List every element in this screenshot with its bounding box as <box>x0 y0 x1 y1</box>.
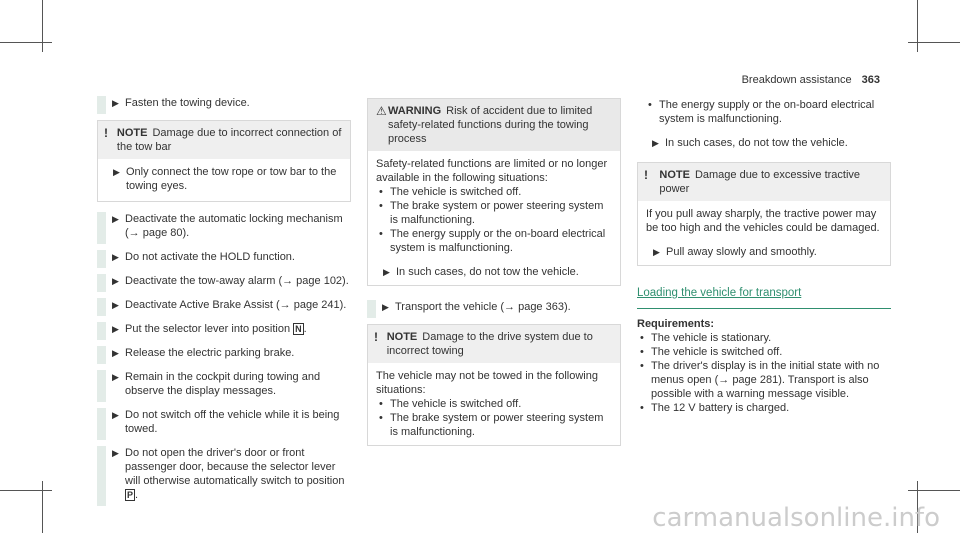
arrow-icon: ▶ <box>112 410 119 420</box>
step-item: ▶ Pull away slowly and smoothly. <box>653 246 817 258</box>
step-item: ▶ Put the selector lever into position N . <box>97 322 351 336</box>
step-item: ▶ Deactivate the automatic locking mechanism (→ page 80). <box>97 212 351 240</box>
gear-position-n-icon: N <box>295 324 302 334</box>
column-1 <box>97 96 351 512</box>
section-heading: Loading the vehicle for transport <box>637 287 802 299</box>
step-item: ▶ In such cases, do not tow the vehicle. <box>652 137 848 149</box>
crop-mark <box>42 0 43 52</box>
arrow-icon: ▶ <box>652 138 659 148</box>
step-item: ▶ Deactivate the tow-away alarm (→ page 102). <box>97 274 351 288</box>
header-title: Breakdown assistance <box>741 74 852 86</box>
arrow-icon: ▶ <box>112 372 119 382</box>
gear-position-p-icon: P <box>127 490 134 500</box>
crop-mark <box>0 42 52 43</box>
requirements-label: Requirements: <box>637 318 715 330</box>
arrow-icon: ▶ <box>113 167 120 177</box>
crop-mark <box>0 490 52 491</box>
step-item: ▶ Deactivate Active Brake Assist (→ page 241). <box>97 298 351 312</box>
note-box: ! NOTE Damage due to incorrect connection of the tow bar ▶ Only connect the tow rope or tow bar to the towing eyes. <box>97 120 351 202</box>
arrow-icon: ▶ <box>112 300 119 310</box>
arrow-icon: ▶ <box>653 247 660 257</box>
arrow-icon: ▶ <box>112 324 119 334</box>
bullet-list: • The energy supply or the on-board electrical system is malfunctioning. <box>645 98 891 126</box>
note-box: ! NOTE Damage to the drive system due to incorrect towing The vehicle may not be towed in the following situations: • The vehicle is switched off. • The brake system or power steering system is malfunctioning. <box>367 324 621 446</box>
bullet-list: • The vehicle is switched off. • The brake system or power steering system is malfunctioning. • The energy supply or the on-board electrical system is malfunctioning. <box>376 185 612 255</box>
step-item: ▶ Only connect the tow rope or tow bar to the towing eyes. <box>113 166 337 192</box>
requirements-list: • The vehicle is stationary. • The vehicle is switched off. • The driver's display is in the initial state with no menus open (→ page 281). Transport is also possible with a warning message visible. • The 12 V battery is charged. <box>637 331 891 415</box>
step-item: ▶ Release the electric parking brake. <box>97 346 351 360</box>
exclamation-icon: ! <box>104 126 108 140</box>
note-box: ! NOTE Damage due to excessive tractive power If you pull away sharply, the tractive power may be too high and the vehicles could be damaged. ▶ Pull away slowly and smoothly. <box>637 162 891 266</box>
page-header <box>742 73 880 87</box>
step-item: ▶ Remain in the cockpit during towing and observe the display messages. <box>97 370 351 398</box>
crop-mark <box>42 481 43 533</box>
arrow-icon: ▶ <box>112 214 119 224</box>
exclamation-icon: ! <box>374 330 378 344</box>
crop-mark <box>908 490 960 491</box>
column-2 <box>367 98 621 456</box>
step-item: ▶ Do not open the driver's door or front passenger door, because the selector lever will otherwise automatically switch to position P . <box>97 446 351 502</box>
step-item: ▶ Do not activate the HOLD function. <box>97 250 351 264</box>
arrow-icon: ▶ <box>112 98 119 108</box>
arrow-icon: ▶ <box>382 302 389 312</box>
page-number: 363 <box>861 74 880 86</box>
step-item: ▶ Do not switch off the vehicle while it is being towed. <box>97 408 351 436</box>
watermark: carmanualsonline.info <box>652 503 940 533</box>
crop-mark <box>917 0 918 52</box>
warning-triangle-icon: ⚠ <box>376 104 387 118</box>
arrow-icon: ▶ <box>112 348 119 358</box>
step-item: ▶ Transport the vehicle (→ page 363). <box>367 300 621 314</box>
section-divider <box>637 308 891 309</box>
step-item: ▶ In such cases, do not tow the vehicle. <box>383 266 579 278</box>
crop-mark <box>908 42 960 43</box>
arrow-icon: ▶ <box>112 276 119 286</box>
exclamation-icon: ! <box>644 168 648 182</box>
step-item: ▶ Fasten the towing device. <box>97 96 351 110</box>
arrow-icon: ▶ <box>383 267 390 277</box>
arrow-icon: ▶ <box>112 448 119 458</box>
warning-box: ⚠ WARNING Risk of accident due to limited safety-related functions during the towing process Safety-related functions are limited or no longer available in the following situations: • The vehicle is switched off. • The brake system or power steering system is malfunctioning. • The energy supply or the on-board electrical system is malfunctioning. ▶ In such cases, do not tow the vehicle. <box>367 98 621 286</box>
arrow-icon: ▶ <box>112 252 119 262</box>
bullet-list: • The vehicle is switched off. • The brake system or power steering system is malfunctioning. <box>376 397 612 439</box>
column-3 <box>637 98 891 415</box>
